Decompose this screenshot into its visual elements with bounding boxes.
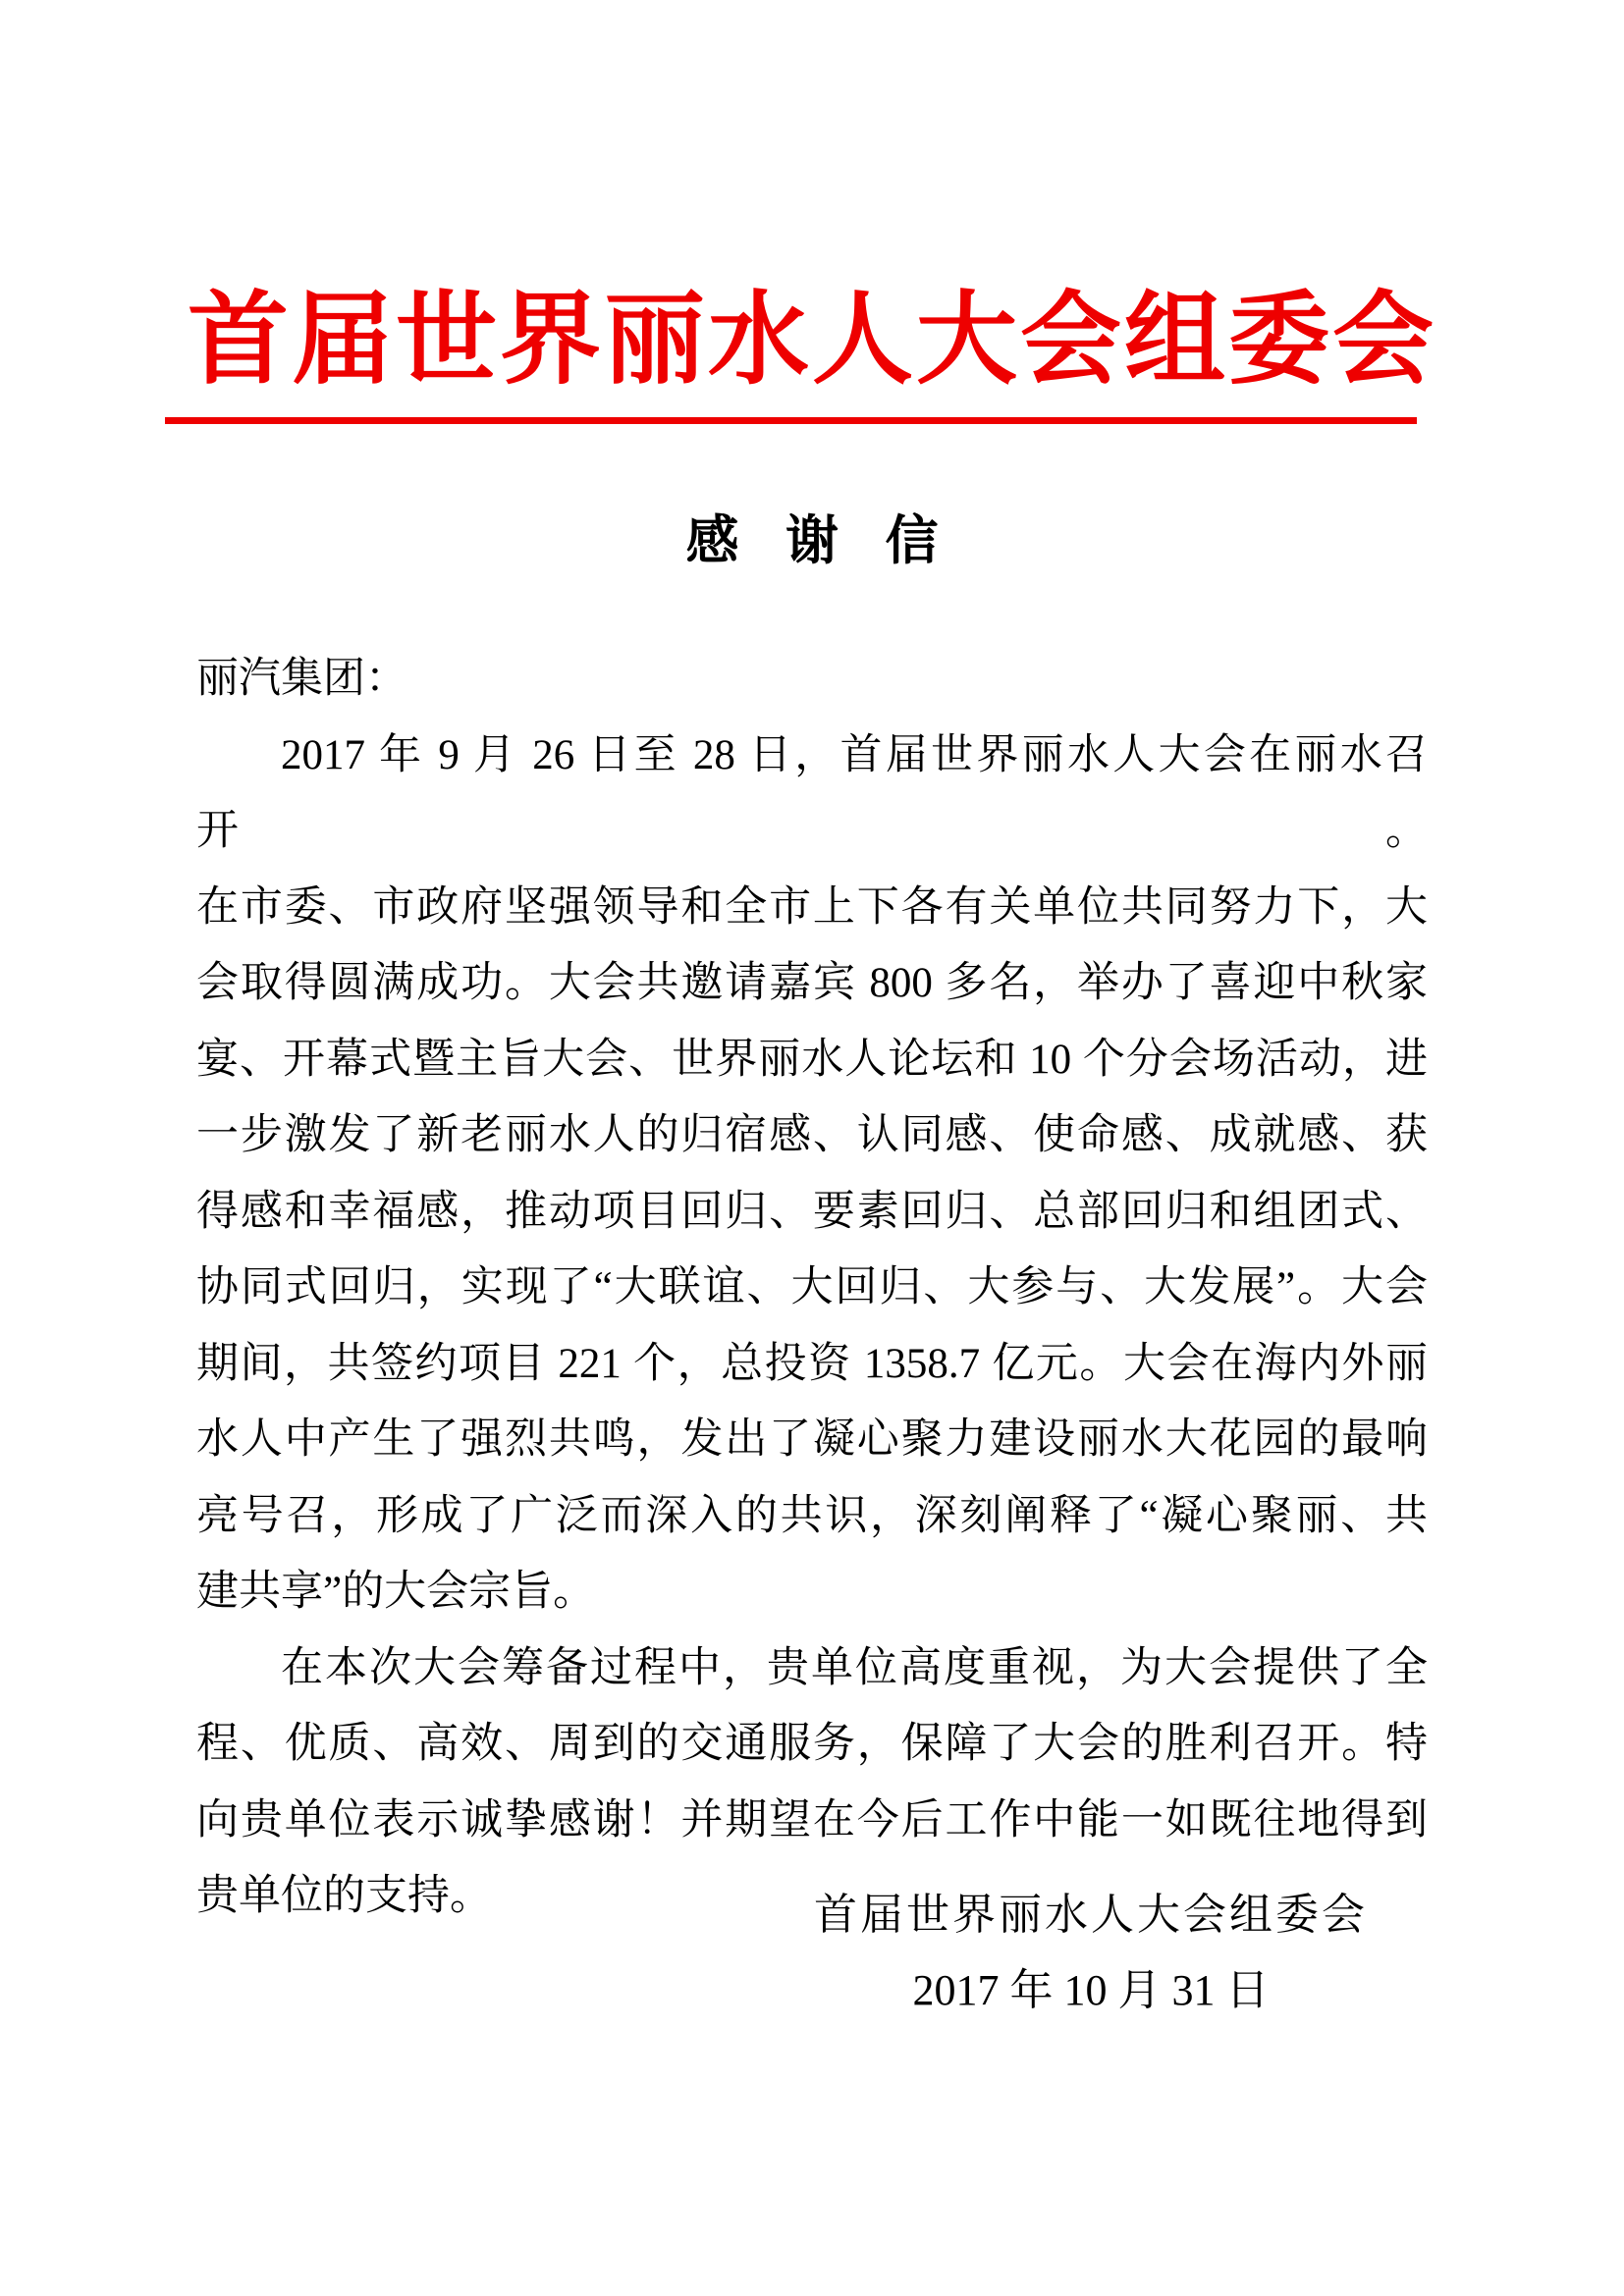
body-line: 在市委、市政府坚强领导和全市上下各有关单位共同努力下，大 (196, 883, 1428, 931)
body-line: 向贵单位表示诚挚感谢！并期望在今后工作中能一如既往地得到 (196, 1796, 1428, 1843)
body-line: 在本次大会筹备过程中，贵单位高度重视，为大会提供了全 (281, 1644, 1428, 1691)
body-line: 宴、开幕式暨主旨大会、世界丽水人论坛和 10 个分会场活动，进 (196, 1036, 1428, 1083)
letterhead-rule (165, 417, 1417, 424)
body-line: 2017 年 9 月 26 日至 28 日，首届世界丽水人大会在丽水召开。 (196, 731, 1428, 854)
signature-name: 首届世界丽水人大会组委会 (814, 1891, 1368, 1939)
letterhead-title: 首届世界丽水人大会组委会 (188, 285, 1436, 397)
body-line: 水人中产生了强烈共鸣，发出了凝心聚力建设丽水大花园的最响 (196, 1416, 1428, 1463)
body-line: 会取得圆满成功。大会共邀请嘉宾 800 多名，举办了喜迎中秋家 (196, 960, 1428, 1006)
letter-body (196, 641, 1428, 1935)
body-line: 协同式回归，实现了“大联谊、大回归、大参与、大发展”。大会 (196, 1264, 1428, 1310)
signature-date: 2017 年 10 月 31 日 (912, 1966, 1270, 2014)
body-line: 一步激发了新老丽水人的归宿感、认同感、使命感、成就感、获 (196, 1112, 1428, 1158)
body-line: 得感和幸福感，推动项目回归、要素回归、总部回归和组团式、 (196, 1188, 1428, 1235)
letter-heading: 感 谢 信 (685, 511, 939, 570)
body-line: 贵单位的支持。 (196, 1873, 492, 1919)
body-line: 程、优质、高效、周到的交通服务，保障了大会的胜利召开。特 (196, 1721, 1428, 1767)
body-line: 丽汽集团： (196, 656, 407, 702)
body-line: 期间，共签约项目 221 个，总投资 1358.7 亿元。大会在海内外丽 (196, 1340, 1428, 1387)
body-line: 建共享”的大会宗旨。 (196, 1569, 596, 1615)
signature-block (814, 1877, 1368, 2028)
body-line: 亮号召，形成了广泛而深入的共识，深刻阐释了“凝心聚丽、共 (196, 1492, 1428, 1539)
